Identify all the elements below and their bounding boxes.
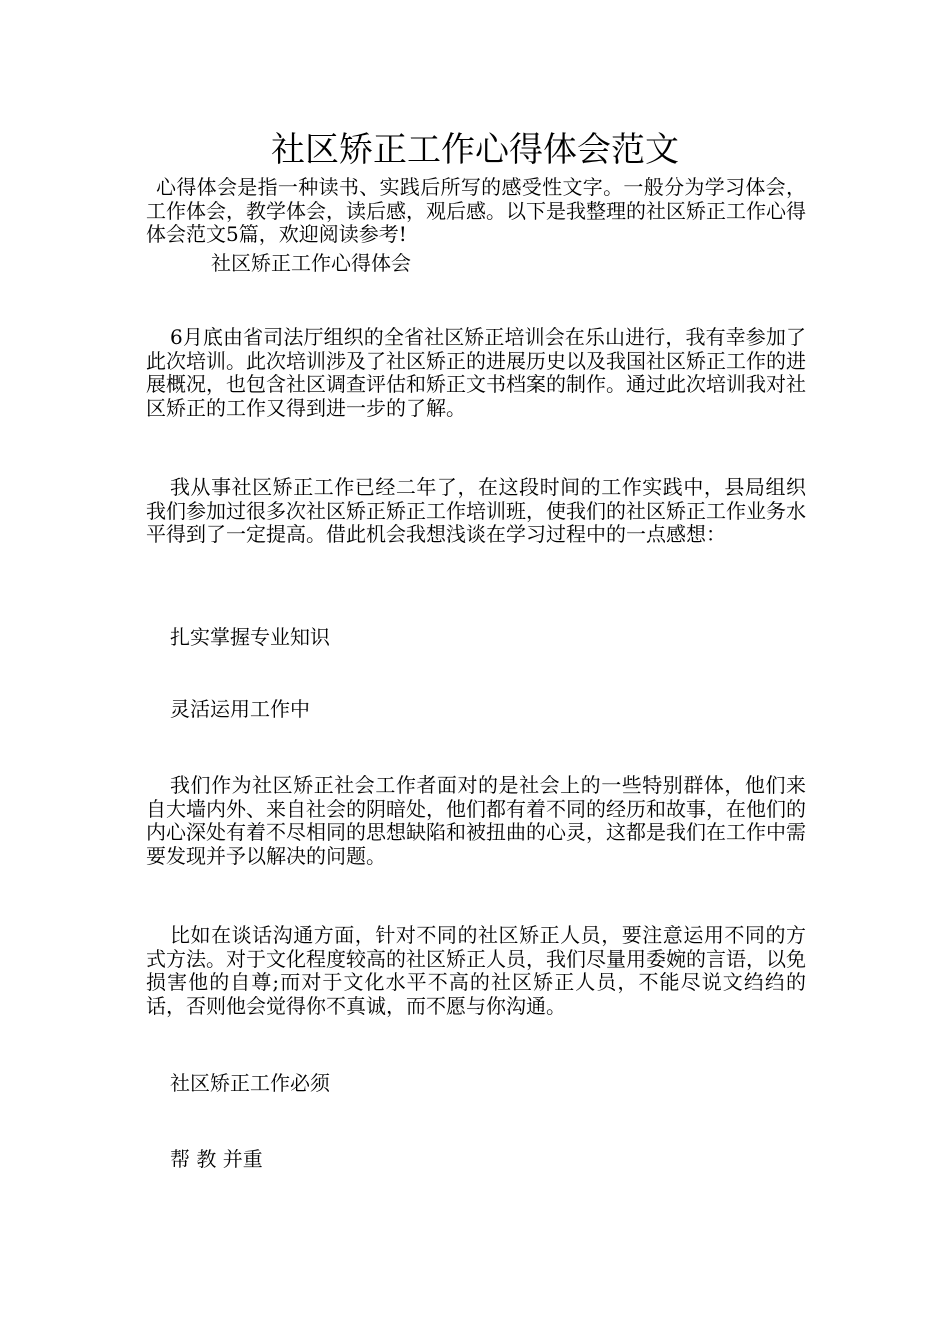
document-title: 社区矫正工作心得体会范文 (271, 130, 679, 170)
body-paragraph: 6月底由省司法厅组织的全省社区矫正培训会在乐山进行，我有幸参加了此次培训。此次培训涉及了社区矫正的进展历史以及我国社区矫正工作的进展概况，也包含社区调查评估和矫正文书档案的制作。通过此次培训我对社区矫正的工作又得到进一步的了解。 (146, 325, 806, 420)
body-paragraph: 我从事社区矫正工作已经二年了，在这段时间的工作实践中，县局组织我们参加过很多次社区矫正矫正工作培训班，使我们的社区矫正工作业务水平得到了一定提高。借此机会我想浅谈在学习过程中的一点感想： (146, 475, 806, 546)
section-heading: 帮 教 并重 (170, 1147, 263, 1171)
body-paragraph: 比如在谈话沟通方面，针对不同的社区矫正人员，要注意运用不同的方式方法。对于文化程度较高的社区矫正人员，我们尽量用委婉的言语，以免损害他的自尊;而对于文化水平不高的社区矫正人员，不能尽说文绉绉的话，否则他会觉得你不真诚，而不愿与你沟通。 (146, 923, 806, 1018)
intro-paragraph: 心得体会是指一种读书、实践后所写的感受性文字。一般分为学习体会，工作体会，教学体会，读后感，观后感。以下是我整理的社区矫正工作心得体会范文5篇，欢迎阅读参考! (146, 175, 806, 246)
section-heading: 扎实掌握专业知识 (170, 625, 330, 649)
section-heading: 灵活运用工作中 (170, 697, 310, 721)
section-subtitle: 社区矫正工作心得体会 (211, 251, 411, 275)
section-heading: 社区矫正工作必须 (170, 1071, 330, 1095)
body-paragraph: 我们作为社区矫正社会工作者面对的是社会上的一些特别群体，他们来自大墙内外、来自社会的阴暗处，他们都有着不同的经历和故事，在他们的内心深处有着不尽相同的思想缺陷和被扭曲的心灵，这都是我们在工作中需要发现并予以解决的问题。 (146, 773, 806, 868)
